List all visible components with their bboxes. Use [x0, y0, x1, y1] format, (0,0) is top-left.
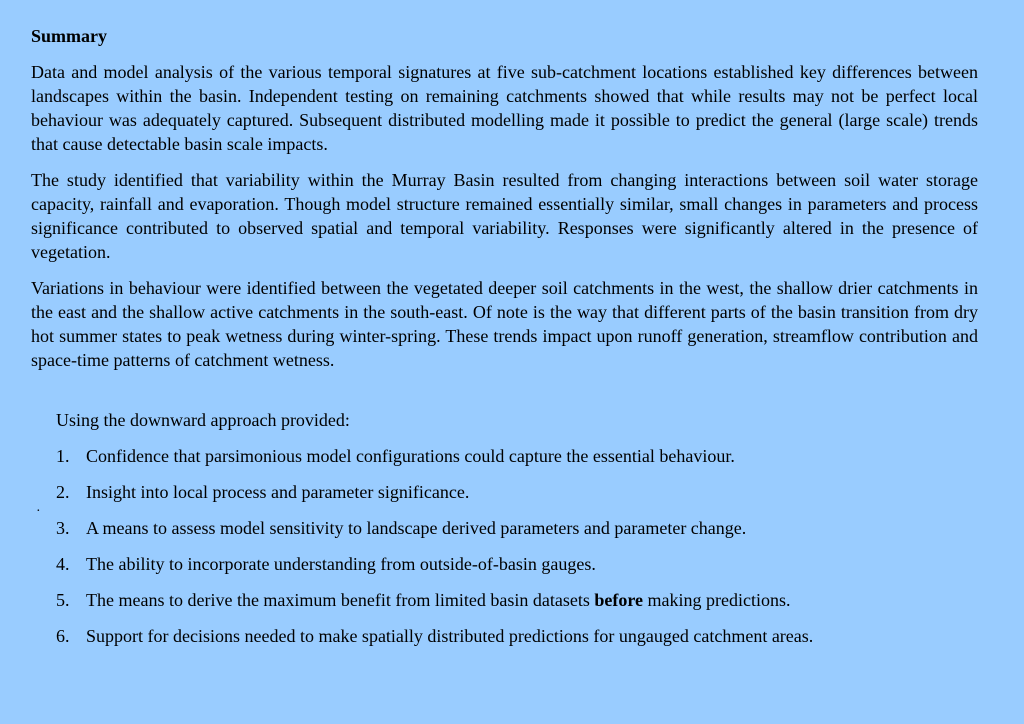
stray-dot-mark: · — [36, 504, 41, 519]
list-number: 5. — [56, 590, 70, 610]
list-item — [56, 552, 978, 576]
list-item — [56, 516, 978, 540]
list-number: 6. — [56, 626, 70, 646]
list-text: Support for decisions needed to make spatially distributed predictions for ungauged catchment areas. — [86, 626, 814, 646]
list-text-before: The means to derive the maximum benefit from limited basin datasets — [86, 590, 595, 610]
list-item — [56, 624, 978, 648]
list-number: 3. — [56, 518, 70, 538]
list-number: 4. — [56, 554, 70, 574]
list-number: 1. — [56, 446, 70, 466]
list-text: Confidence that parsimonious model configurations could capture the essential behaviour. — [86, 446, 735, 466]
list-text: A means to assess model sensitivity to landscape derived parameters and parameter change. — [86, 518, 747, 538]
list-text-after: making predictions. — [643, 590, 791, 610]
summary-paragraph-3: Variations in behaviour were identified between the vegetated deeper soil catchments in the west, the shallow drier catchments in the east and the shallow active catchments in the south-east. Of note is the way that different parts of the basin transition from dry hot summer states to peak wetness during winter-spring. These trends impact upon runoff generation, streamflow contribution and space-time patterns of catchment wetness. — [31, 278, 978, 370]
list-item — [56, 588, 978, 612]
list-text: Insight into local process and parameter significance. — [86, 482, 470, 502]
summary-paragraph-2: The study identified that variability within the Murray Basin resulted from changing interactions between soil water storage capacity, rainfall and evaporation. Though model structure remained essentially similar, small changes in parameters and process significance contributed to observed spatial and temporal variability. Responses were significantly altered in the presence of vegetation. — [31, 170, 978, 262]
list-item — [56, 480, 978, 504]
list-item — [56, 444, 978, 468]
approach-intro: Using the downward approach provided: — [56, 410, 350, 430]
summary-paragraph-1: Data and model analysis of the various temporal signatures at five sub-catchment locations established key differences between landscapes within the basin. Independent testing on remaining catchments showed that while results may not be perfect local behaviour was adequately captured. Subsequent distributed modelling made it possible to predict the general (large scale) trends that cause detectable basin scale impacts. — [31, 62, 978, 154]
list-text: The ability to incorporate understanding from outside-of-basin gauges. — [86, 554, 596, 574]
list-text-bold: before — [594, 590, 644, 610]
summary-heading: Summary — [31, 26, 107, 46]
approach-list — [31, 408, 978, 648]
list-text — [86, 588, 791, 612]
list-number: 2. — [56, 482, 70, 502]
